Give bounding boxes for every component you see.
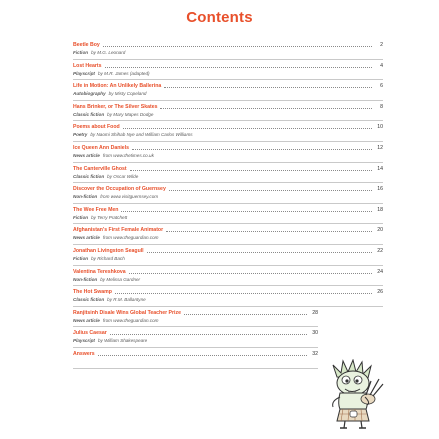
entry-byline: by Oscar Wilde	[107, 173, 139, 179]
entry-title: Life in Motion: An Unlikely Ballerina	[73, 83, 162, 90]
dot-leader	[130, 169, 372, 171]
entry-page-number: 28	[312, 309, 318, 316]
entry-page-number: 8	[380, 103, 383, 110]
entry-genre: Fiction	[73, 214, 89, 220]
entry-page-number: 24	[377, 268, 383, 275]
dot-leader	[184, 313, 307, 315]
entry-genre: Non-fiction	[73, 194, 98, 200]
dot-leader	[160, 107, 372, 109]
entry-divider	[73, 265, 383, 266]
entry-genre: Fiction	[73, 50, 89, 55]
dot-leader	[121, 210, 372, 212]
entry-byline: by Terry Pratchett	[91, 214, 128, 220]
dot-leader	[105, 66, 372, 68]
entry-genre: Non-fiction	[73, 276, 98, 282]
dot-leader	[98, 354, 307, 356]
entry-title: Ice Queen Ann Daniels	[73, 144, 130, 151]
contents-entry[interactable]	[73, 81, 383, 102]
entry-genre: News article	[73, 235, 100, 241]
contents-entry[interactable]	[73, 267, 383, 288]
entry-genre: Poetry	[73, 132, 88, 138]
entry-page-number: 4	[380, 62, 383, 69]
contents-entry[interactable]	[73, 349, 318, 370]
entry-byline: by Misty Copeland	[108, 91, 147, 97]
entry-byline: by R.M. Ballantyne	[107, 297, 146, 303]
entry-divider	[73, 203, 383, 204]
entry-page-number: 18	[377, 206, 383, 213]
entry-divider	[73, 326, 318, 327]
entry-byline: by William Shakespeare	[97, 338, 148, 344]
entry-title: Answers	[73, 350, 95, 357]
entry-title: Afghanistan's First Female Animator	[73, 227, 164, 234]
entry-page-number: 30	[312, 330, 318, 337]
dot-leader	[166, 230, 372, 232]
entry-divider	[73, 347, 318, 348]
entry-genre: News article	[73, 317, 100, 323]
entry-byline: from www.thetimes.co.uk	[102, 152, 154, 158]
contents-entry[interactable]	[73, 246, 383, 267]
entry-title: The Hot Swamp	[73, 289, 112, 296]
contents-list	[73, 40, 383, 370]
entry-divider	[73, 100, 383, 101]
entry-page-number: 14	[377, 165, 383, 172]
entry-byline: by Richard Bach	[91, 255, 125, 261]
contents-entry[interactable]	[73, 205, 383, 226]
entry-byline: by Naomi Shihab Nye and William Carlos Williams	[90, 132, 193, 138]
entry-page-number: 22	[377, 247, 383, 254]
entry-title: Poems about Food	[73, 124, 120, 131]
entry-page-number: 12	[377, 144, 383, 151]
entry-page-number: 16	[377, 186, 383, 193]
entry-page-number: 6	[380, 83, 383, 90]
dot-leader	[115, 292, 372, 294]
contents-entry[interactable]	[73, 61, 383, 82]
entry-title: Julius Caesar	[73, 330, 107, 337]
entry-page-number: 26	[377, 289, 383, 296]
entry-divider	[73, 79, 383, 80]
entry-genre: Playscript	[73, 70, 95, 76]
dot-leader	[129, 272, 372, 274]
entry-byline: from www.visitguernsey.com	[100, 194, 159, 200]
entry-byline: from www.theguardian.com	[102, 235, 159, 241]
entry-page-number: 32	[312, 350, 318, 357]
contents-entry[interactable]	[73, 328, 318, 349]
dot-leader	[123, 127, 372, 129]
entry-title: Jonathan Livingston Seagull	[73, 247, 144, 254]
dot-leader	[169, 189, 372, 191]
contents-entry[interactable]	[73, 164, 383, 185]
page-title: Contents	[186, 9, 253, 26]
entry-divider	[73, 368, 318, 369]
entry-page-number: 10	[377, 124, 383, 131]
entry-divider	[73, 285, 383, 286]
entry-byline: by Mary Mapes Dodge	[107, 111, 154, 117]
entry-page-number: 2	[380, 42, 383, 48]
contents-entry[interactable]	[73, 143, 383, 164]
entry-genre: News article	[73, 152, 100, 158]
entry-genre: Classic fiction	[73, 111, 105, 117]
contents-entry[interactable]	[73, 40, 383, 61]
entry-genre: Fiction	[73, 255, 89, 261]
entry-divider	[73, 141, 383, 142]
entry-title: Valentina Tereshkova	[73, 268, 126, 275]
dot-leader	[103, 45, 372, 47]
entry-divider	[73, 306, 383, 307]
entry-divider	[73, 59, 383, 60]
dot-leader	[164, 86, 372, 88]
entry-title: Hans Brinker, or The Silver Skates	[73, 103, 158, 110]
entry-title: Lost Hearts	[73, 62, 102, 69]
scottish-piper-monster-icon	[323, 359, 385, 431]
entry-divider	[73, 120, 383, 121]
entry-page-number: 20	[377, 227, 383, 234]
entry-divider	[73, 182, 383, 183]
entry-title: The Canterville Ghost	[73, 165, 127, 172]
entry-genre: Classic fiction	[73, 297, 105, 303]
contents-entry[interactable]	[73, 184, 383, 205]
contents-entry[interactable]	[73, 287, 383, 308]
entry-byline: by Melissa Gardner	[100, 276, 141, 282]
dot-leader	[110, 333, 307, 335]
entry-divider	[73, 162, 383, 163]
dot-leader	[132, 148, 372, 150]
entry-byline: by M.R. James (adapted)	[97, 70, 150, 76]
entry-title: Discover the Occupation of Guernsey	[73, 186, 166, 193]
entry-byline: by M.G. Leonard	[91, 50, 126, 55]
entry-title: Ranjitsinh Disale Wins Global Teacher Prize	[73, 309, 181, 316]
entry-byline: from www.theguardian.com	[102, 317, 159, 323]
entry-genre: Classic fiction	[73, 173, 105, 179]
contents-entry[interactable]	[73, 122, 383, 143]
entry-divider	[73, 244, 383, 245]
entry-title: The Wee Free Men	[73, 206, 119, 213]
contents-entry[interactable]	[73, 225, 383, 246]
contents-entry[interactable]	[73, 102, 383, 123]
dot-leader	[147, 251, 372, 253]
entry-title: Beetle Boy	[73, 42, 100, 48]
entry-genre: Playscript	[73, 338, 95, 344]
contents-entry[interactable]	[73, 308, 318, 329]
entry-genre: Autobiography	[73, 91, 106, 97]
entry-divider	[73, 223, 383, 224]
